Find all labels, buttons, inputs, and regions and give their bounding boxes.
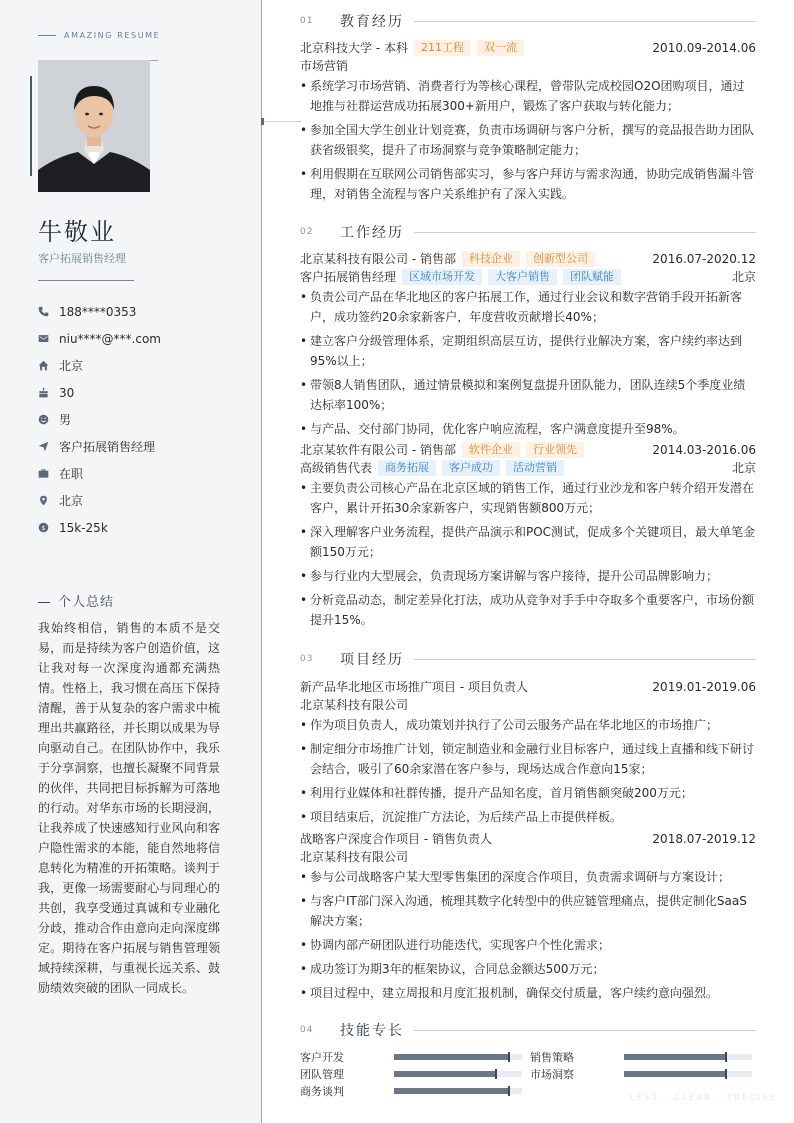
tag: 商务拓展	[378, 460, 436, 476]
section-number: 02	[300, 227, 314, 237]
skill-label: 客户开发	[300, 1050, 344, 1064]
company-name: 北京某软件有限公司 - 销售部	[300, 443, 456, 457]
smile-icon	[38, 414, 49, 425]
divider	[262, 121, 302, 122]
contact-status	[38, 460, 161, 487]
section-title: 项目经历	[340, 652, 404, 668]
date-range: 2019.01-2019.06	[652, 680, 756, 694]
divider-marker	[261, 118, 264, 125]
contact-list	[38, 298, 161, 541]
profile-photo	[38, 60, 150, 192]
contact-text: 15k-25k	[59, 520, 108, 535]
cake-icon	[38, 387, 49, 398]
list-item: • 项目过程中，建立周报和月度汇报机制，确保交付质量，客户续约意向强烈。	[300, 983, 756, 1003]
contact-phone	[38, 298, 161, 325]
list-item: • 参与公司战略客户某大型零售集团的深度合作项目，负责需求调研与方案设计；	[300, 867, 756, 887]
list-item: • 作为项目负责人，成功策划并执行了公司云服务产品在华北地区的市场推广；	[300, 715, 756, 735]
sidebar	[0, 0, 262, 1123]
skill-bar-fill	[394, 1088, 509, 1094]
tag: 211工程	[414, 40, 471, 56]
location-icon	[38, 495, 49, 506]
list-item: • 主要负责公司核心产品在北京区域的销售工作，通过行业沙龙和客户转介绍开发潜在客户，累计开拓30余家新客户，实现销售额800万元；	[300, 478, 756, 518]
list-item: • 建立客户分级管理体系，定期组织高层互访，提供行业解决方案，客户续约率达到95%以上；	[300, 331, 756, 371]
briefcase-icon	[38, 468, 49, 479]
send-icon	[38, 441, 49, 452]
tag: 创新型公司	[526, 251, 595, 267]
skill-bar-fill	[624, 1054, 726, 1060]
bullet-list	[300, 867, 756, 1003]
phone-icon	[38, 306, 49, 317]
company-name: 北京某科技有限公司 - 销售部	[300, 252, 456, 266]
list-item: • 深入理解客户业务流程，提供产品演示和POC测试，促成多个关键项目，最大单笔金额150万元；	[300, 522, 756, 562]
list-item: • 与产品、交付部门协同，优化客户响应流程，客户满意度提升至98%。	[300, 419, 756, 439]
school-name: 北京科技大学 - 本科	[300, 41, 408, 55]
date-range: 2018.07-2019.12	[652, 832, 756, 846]
skill-item	[530, 1065, 756, 1082]
project-org: 北京某科技有限公司	[300, 698, 409, 712]
candidate-title: 客户拓展销售经理	[38, 252, 126, 265]
section-title: 技能专长	[340, 1023, 404, 1039]
skill-item	[300, 1065, 530, 1082]
skill-bar-fill	[624, 1071, 726, 1077]
job-role: 客户拓展销售经理	[300, 270, 397, 284]
skill-bar	[394, 1088, 522, 1094]
contact-email	[38, 325, 161, 352]
summary-title: 个人总结	[38, 591, 114, 610]
tag: 客户成功	[442, 460, 500, 476]
divider	[414, 1030, 756, 1031]
contact-text: 男	[59, 413, 72, 427]
tag: 行业领先	[526, 442, 584, 458]
skill-bar-marker	[725, 1069, 727, 1079]
skill-bar	[624, 1071, 752, 1077]
list-item: • 参加全国大学生创业计划竞赛，负责市场调研与客户分析，撰写的竞品报告助力团队获省级银奖，提升了市场洞察与竞争策略制定能力；	[300, 120, 756, 160]
contact-text: 客户拓展销售经理	[59, 440, 156, 454]
contact-location	[38, 487, 161, 514]
photo-accent-line	[30, 76, 32, 176]
divider	[38, 280, 134, 281]
skill-item	[300, 1048, 530, 1065]
date-range: 2014.03-2016.06	[652, 443, 756, 457]
skill-label: 团队管理	[300, 1067, 344, 1081]
job-entry	[300, 441, 756, 630]
education-section	[300, 11, 756, 208]
project-name: 新产品华北地区市场推广项目 - 项目负责人	[300, 680, 528, 694]
brand-label: AMAZING RESUME	[38, 31, 160, 40]
skills-section	[300, 1020, 756, 1099]
project-entry	[300, 678, 756, 827]
major: 市场营销	[300, 59, 349, 73]
tag: 科技企业	[462, 251, 520, 267]
contact-home	[38, 352, 161, 379]
contact-text: niu****@***.com	[59, 331, 161, 346]
skill-bar-marker	[495, 1069, 497, 1079]
skill-bar-marker	[508, 1086, 510, 1096]
education-entry	[300, 39, 756, 204]
project-org: 北京某科技有限公司	[300, 850, 409, 864]
summary-text: 我始终相信，销售的本质不是交易，而是持续为客户创造价值，这让我对每一次深度沟通都充满热情。性格上，我习惯在高压下保持清醒，善于从复杂的客户需求中梳理出共赢路径，并长期以成果为导向驱动自己。在团队协作中，我乐于分享洞察，也擅长凝聚不同背景的伙伴，共同把目标拆解为可落地的行动。对华东市场的长期浸润，让我养成了快速感知行业风向和客户隐性需求的本能，能自然地将信息转化为精准的开拓策略。谈判于我，更像一场需要耐心与同理心的共创，我享受通过真诚和专业融化分歧，推动合作由意向走向深度绑定。期待在客户拓展与销售管理领域持续深耕，与重视长远关系、鼓励绩效突破的团队一同成长。	[38, 621, 220, 995]
contact-target-role	[38, 433, 161, 460]
divider	[414, 232, 756, 233]
svg-text:$: $	[41, 524, 46, 532]
list-item: • 协调内部产研团队进行功能迭代，实现客户个性化需求；	[300, 935, 756, 955]
job-city: 北京	[731, 461, 756, 475]
projects-section	[300, 649, 756, 1007]
list-item: • 利用行业媒体和社群传播，提升产品知名度，首月销售额突破200万元；	[300, 783, 756, 803]
contact-salary	[38, 514, 161, 541]
tag: 软件企业	[462, 442, 520, 458]
contact-text: 188****0353	[59, 304, 137, 319]
contact-text: 北京	[59, 359, 84, 373]
skill-label: 商务谈判	[300, 1084, 344, 1098]
skill-label: 市场洞察	[530, 1067, 574, 1081]
list-item: • 分析竞品动态，制定差异化打法，成功从竞争对手手中夺取多个重要客户，市场份额提升15%。	[300, 590, 756, 630]
date-range: 2010.09-2014.06	[652, 41, 756, 55]
tag: 区域市场开发	[402, 269, 482, 285]
skill-item	[530, 1048, 756, 1065]
tag: 双一流	[477, 40, 524, 56]
skill-bar	[394, 1054, 522, 1060]
contact-text: 北京	[59, 494, 84, 508]
contact-gender	[38, 406, 161, 433]
section-number: 03	[300, 654, 314, 664]
bullet-list	[300, 478, 756, 630]
list-item: • 负责公司产品在华北地区的客户拓展工作，通过行业会议和数字营销手段开拓新客户，成功签约20余家新客户，年度营收贡献增长40%；	[300, 287, 756, 327]
contact-text: 在职	[59, 467, 84, 481]
divider	[414, 21, 756, 22]
mail-icon	[38, 333, 49, 344]
skill-bar	[624, 1054, 752, 1060]
skill-item	[300, 1082, 530, 1099]
list-item: • 带领8人销售团队，通过情景模拟和案例复盘提升团队能力，团队连续5个季度业绩达标率100%；	[300, 375, 756, 415]
work-section	[300, 222, 756, 634]
salary-icon	[38, 522, 49, 533]
bullet-list	[300, 715, 756, 827]
project-name: 战略客户深度合作项目 - 销售负责人	[300, 832, 492, 846]
list-item: • 系统学习市场营销、消费者行为等核心课程，曾带队完成校园O2O团购项目，通过地推与社群运营成功拓展300+新用户，锻炼了客户获取与转化能力；	[300, 76, 756, 116]
skill-bar-marker	[508, 1052, 510, 1062]
list-item: • 利用假期在互联网公司销售部实习，参与客户拜访与需求沟通，协助完成销售漏斗管理，对销售全流程与客户关系维护有了深入实践。	[300, 164, 756, 204]
skill-bar-fill	[394, 1054, 509, 1060]
contact-age	[38, 379, 161, 406]
candidate-name: 牛敬业	[38, 218, 116, 246]
footer-watermark: LESS · CLEAR · PRECISE	[630, 1093, 778, 1102]
section-number: 04	[300, 1025, 314, 1035]
skill-bar	[394, 1071, 522, 1077]
tag: 活动营销	[506, 460, 564, 476]
date-range: 2016.07-2020.12	[652, 252, 756, 266]
list-item: • 参与行业内大型展会，负责现场方案讲解与客户接待，提升公司品牌影响力；	[300, 566, 756, 586]
contact-text: 30	[59, 385, 75, 400]
section-title: 工作经历	[340, 225, 404, 241]
skill-label: 销售策略	[530, 1050, 574, 1064]
job-role: 高级销售代表	[300, 461, 373, 475]
section-number: 01	[300, 16, 314, 26]
skill-bar-fill	[394, 1071, 496, 1077]
skills-grid	[300, 1048, 756, 1099]
list-item: • 制定细分市场推广计划，锁定制造业和金融行业目标客户，通过线上直播和线下研讨会结合，吸引了60余家潜在客户参与，现场达成合作意向15家；	[300, 739, 756, 779]
job-entry	[300, 250, 756, 439]
project-entry	[300, 830, 756, 1003]
tag: 大客户销售	[488, 269, 557, 285]
section-title: 教育经历	[340, 14, 404, 30]
home-icon	[38, 360, 49, 371]
bullet-list	[300, 76, 756, 204]
divider	[414, 659, 756, 660]
job-city: 北京	[731, 270, 756, 284]
list-item: • 与客户IT部门深入沟通，梳理其数字化转型中的供应链管理痛点，提供定制化SaaS解决方案；	[300, 891, 756, 931]
skill-bar-marker	[725, 1052, 727, 1062]
bullet-list	[300, 287, 756, 439]
list-item: • 成功签订为期3年的框架协议，合同总金额达500万元；	[300, 959, 756, 979]
tag: 团队赋能	[563, 269, 621, 285]
list-item: • 项目结束后，沉淀推广方法论，为后续产品上市提供样板。	[300, 807, 756, 827]
